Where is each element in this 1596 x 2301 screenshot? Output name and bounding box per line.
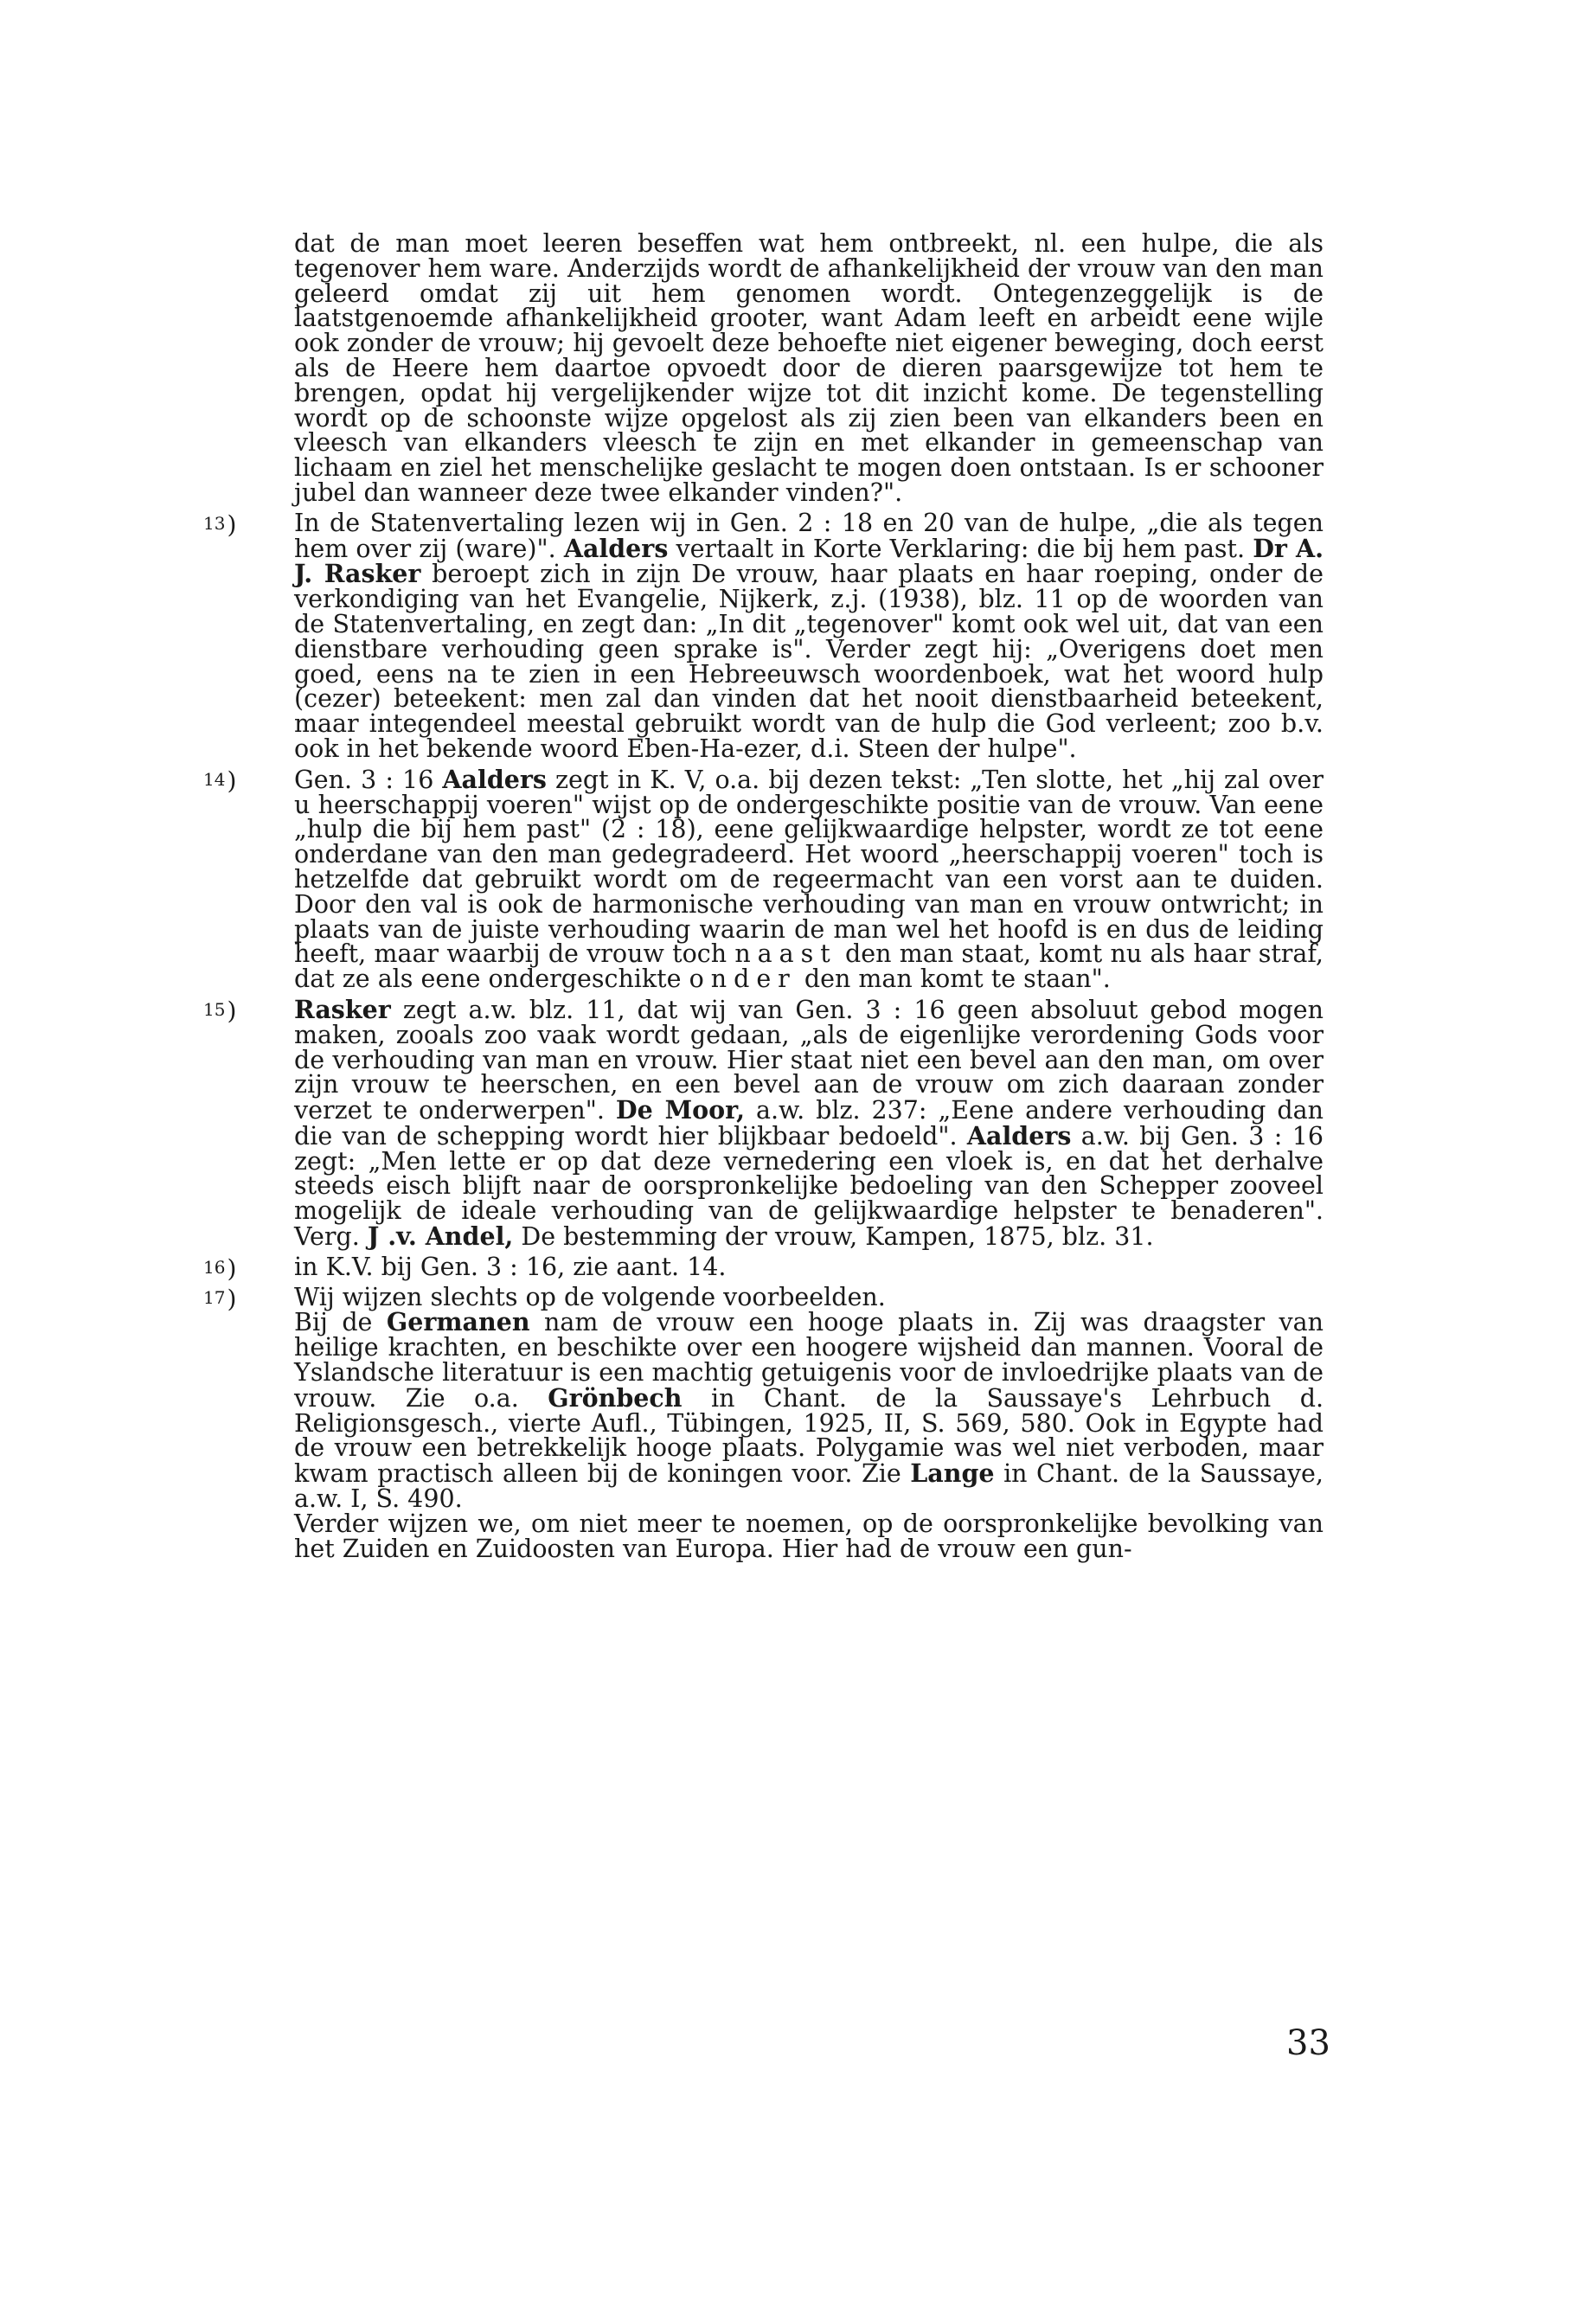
author-name: J .v. Andel, (367, 1221, 514, 1252)
footnote-number: 13 ) (203, 511, 236, 534)
author-name: Aalders (966, 1120, 1072, 1150)
author-name: Aalders (563, 533, 669, 563)
author-name: Aalders (442, 764, 547, 794)
footnote-13: 13 ) In de Statenvertaling lezen wij in Gen. 2 : 18 en 20 van de hulpe, „die als tegen hem over zij (ware)". Aalders vertaalt in Korte Verklaring: die bij hem past. Dr A. J. Rasker beroept zich in zijn De vrouw, haar plaats en haar roeping, onder de verkondiging van het Evangelie, Nijkerk, z.j. (1938), blz. 11 op de woorden van de Statenvertaling, en zegt dan: „In dit „tegenover" komt ook wel uit, dat van een dienstbare verhouding geen sprake is". Verder zegt hij: „Overigens doet men goed, eens na te zien in een Hebreeuwsch woordenboek, wat het woord hulp (cezer) beteekent: men zal dan vinden dat het nooit dienstbaarheid beteekent, maar integendeel meestal gebruikt wordt van de hulp die God verleent; zoo b.v. ook in het bekende woord Eben-Ha-ezer, d.i. Steen der hulpe". (294, 511, 1324, 762)
author-name: Grönbech (548, 1382, 683, 1413)
footnote-14: 14 ) Gen. 3 : 16 Aalders zegt in K. V, o.a. bij dezen tekst: „Ten slotte, het „hij zal over u heerschappij voeren" wijst op de ondergeschikte positie van de vrouw. Van eene „hulp die bij hem past" (2 : 18), eene gelijkwaardige helpster, wordt ze tot eene onderdane van den man gedegradeerd. Het woord „heerschappij voeren" toch is hetzelfde dat gebruikt wordt om de regeermacht van een vorst aan te duiden. Door den val is ook de harmonische verhouding van man en vrouw ontwricht; in plaats van de juiste verhouding waarin de man wel het hoofd is en dus de leiding heeft, maar waarbij de vrouw toch naast den man staat, komt nu als haar straf, dat ze als eene ondergeschikte onder den man komt te staan". (294, 767, 1324, 992)
footnote-17: 17 ) Wij wijzen slechts op de volgende voorbeelden. Bij de Germanen nam de vrouw een hooge plaats in. Zij was draagster van heilige krachten, en beschikte over een hoogere wijsheid dan mannen. Vooral de Yslandsche literatuur is een machtig getuigenis voor de invloedrijke plaats van de vrouw. Zie o.a. Grönbech in Chant. de la Saussaye's Lehrbuch d. Religionsgesch., vierte Aufl., Tübingen, 1925, II, S. 569, 580. Ook in Egypte had de vrouw een betrekkelijk hooge plaats. Polygamie was wel niet verboden, maar kwam practisch alleen bij de koningen voor. Zie Lange in Chant. de la Saussaye, a.w. I, S. 490. Verder wijzen we, om niet meer te noemen, op de oorspronkelijke bevolking van het Zuiden en Zuidoosten van Europa. Hier had de vrouw een gun- (294, 1285, 1324, 1562)
footnote-number: 14 ) (203, 767, 236, 790)
main-text (203, 229, 1324, 1563)
page-number: 33 (1286, 2023, 1330, 2063)
author-name: De Moor, (615, 1095, 746, 1125)
emphasis-spaced: naast (734, 939, 837, 969)
author-name: Germanen (386, 1307, 530, 1337)
author-name: Dr A. J. Rasker (294, 533, 1324, 589)
footnote-15: 15 ) Rasker zegt a.w. blz. 11, dat wij van Gen. 3 : 16 geen absoluut gebod mogen maken, zooals zoo vaak wordt gedaan, „als de eigenlijke verordening Gods voor de verhouding van man en vrouw. Hier staat niet een bevel aan den man, om over zijn vrouw te heerschen, en een bevel aan de vrouw om zich daaraan zonder verzet te onderwerpen". De Moor, a.w. blz. 237: „Eene andere verhouding dan die van de schepping wordt hier blijkbaar bedoeld". Aalders a.w. bij Gen. 3 : 16 zegt: „Men lette er op dat deze vernedering een vloek is, en dat het derhalve steeds eisch blijft naar de oorspronkelijke bedoeling van den Schepper zooveel mogelijk de ideale verhouding van de gelijkwaardige helpster te benaderen". Verg. J .v. Andel, De bestemming der vrouw, Kampen, 1875, blz. 31. (294, 997, 1324, 1250)
author-name: Lange (910, 1458, 995, 1489)
emphasis-spaced: onder (689, 965, 797, 994)
footnote-number: 17 ) (203, 1285, 236, 1308)
footnote-number: 16 ) (203, 1255, 236, 1278)
footnote-number: 15 ) (203, 997, 236, 1020)
author-name: Rasker (294, 994, 391, 1024)
intro-paragraph: dat de man moet leeren beseffen wat hem ontbreekt, nl. een hulpe, die als tegenover hem ware. Anderzijds wordt de afhankelijkheid der vrouw van den man geleerd omdat zij uit hem genomen wordt. Ontegenzeggelijk is de laatstgenoemde afhankelijkheid grooter, want Adam leeft en arbeidt eene wijle ook zonder de vrouw; hij gevoelt deze behoefte niet eigener beweging, doch eerst als de Heere hem daartoe opvoedt door de dieren paarsgewijze tot hem te brengen, opdat hij vergelijkender wijze tot dit inzicht kome. De tegenstelling wordt op de schoonste wijze opgelost als zij zien been van elkanders been en vleesch van elkanders vleesch te zijn en met elkander in gemeenschap van lichaam en ziel het menschelijke geslacht te mogen doen ontstaan. Is er schooner jubel dan wanneer deze twee elkander vinden?". (294, 229, 1324, 507)
footnote-16: 16 ) in K.V. bij Gen. 3 : 16, zie aant. 14. (294, 1255, 1324, 1280)
